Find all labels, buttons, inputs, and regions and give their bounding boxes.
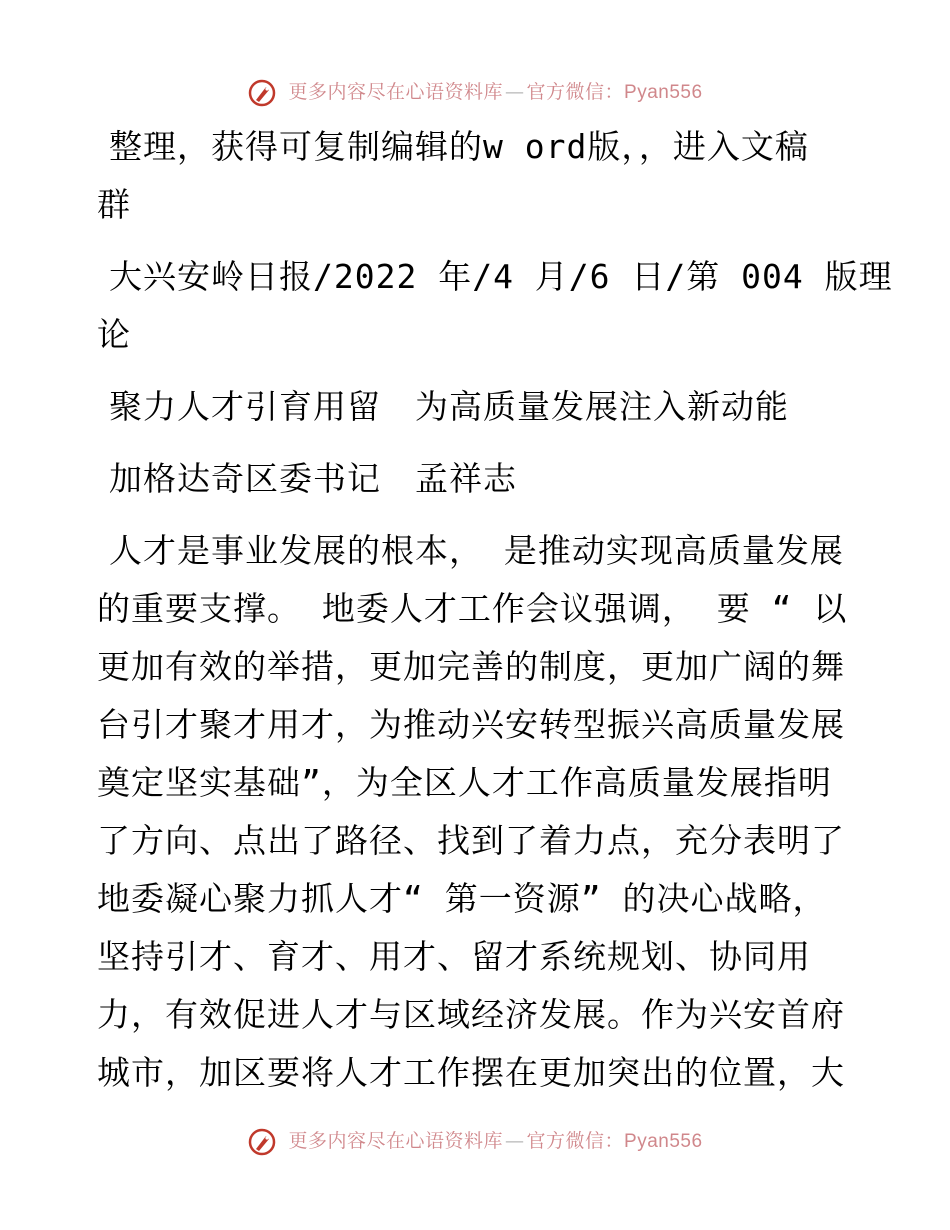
header-watermark [0, 72, 950, 112]
body-line: 了方向、点出了路径、找到了着力点，充分表明了 [97, 821, 845, 860]
watermark-text [289, 72, 703, 113]
body-line: 力，有效促进人才与区域经济发展。作为兴安首府 [97, 995, 845, 1034]
body-line: 的重要支撑。 地委人才工作会议强调， 要 “ 以 [97, 589, 848, 628]
intro-paragraph [97, 118, 857, 234]
document-body [97, 118, 893, 1116]
footer-watermark [0, 1121, 950, 1161]
article-title [97, 378, 857, 436]
watermark-account: Pyan556 [624, 1131, 703, 1152]
body-line: 奠定坚实基础”，为全区人才工作高质量发展指明 [97, 763, 832, 802]
body-line: 坚持引才、育才、用才、留才系统规划、协同用 [97, 937, 811, 976]
body-line: 台引才聚才用才，为推动兴安转型振兴高质量发展 [97, 705, 845, 744]
watermark-label: 官方微信： [526, 1130, 625, 1152]
body-line: 地委凝心聚力抓人才“ 第一资源” 的决心战略， [97, 879, 827, 918]
body-line: 城市，加区要将人才工作摆在更加突出的位置，大 [97, 1053, 845, 1092]
watermark-dash: — [505, 81, 525, 103]
text-line: 群 [97, 185, 131, 224]
body-paragraph [97, 522, 857, 1102]
text-line: 论 [97, 315, 131, 354]
watermark-site-text: 更多内容尽在心语资料库 [288, 81, 504, 103]
body-line: 更加有效的举措，更加完善的制度，更加广阔的舞 [97, 647, 845, 686]
pen-nib-circle-icon [247, 78, 277, 108]
author-line: 加格达奇区委书记 孟祥志 [109, 459, 517, 498]
watermark-site-text: 更多内容尽在心语资料库 [288, 1130, 504, 1152]
pen-nib-circle-icon [247, 1127, 277, 1157]
text-line: 大兴安岭日报/2022 年/4 月/6 日/第 004 版理 [109, 257, 893, 296]
text-line: 整理，获得可复制编辑的w ord版，，进入文稿 [109, 127, 809, 166]
body-line: 人才是事业发展的根本， 是推动实现高质量发展 [109, 531, 844, 570]
watermark-dash: — [505, 1130, 525, 1152]
source-paragraph [97, 248, 893, 364]
article-author [97, 450, 857, 508]
watermark-account: Pyan556 [624, 82, 703, 103]
title-line: 聚力人才引育用留 为高质量发展注入新动能 [109, 387, 789, 426]
watermark-text [289, 1121, 703, 1162]
watermark-label: 官方微信： [526, 81, 625, 103]
